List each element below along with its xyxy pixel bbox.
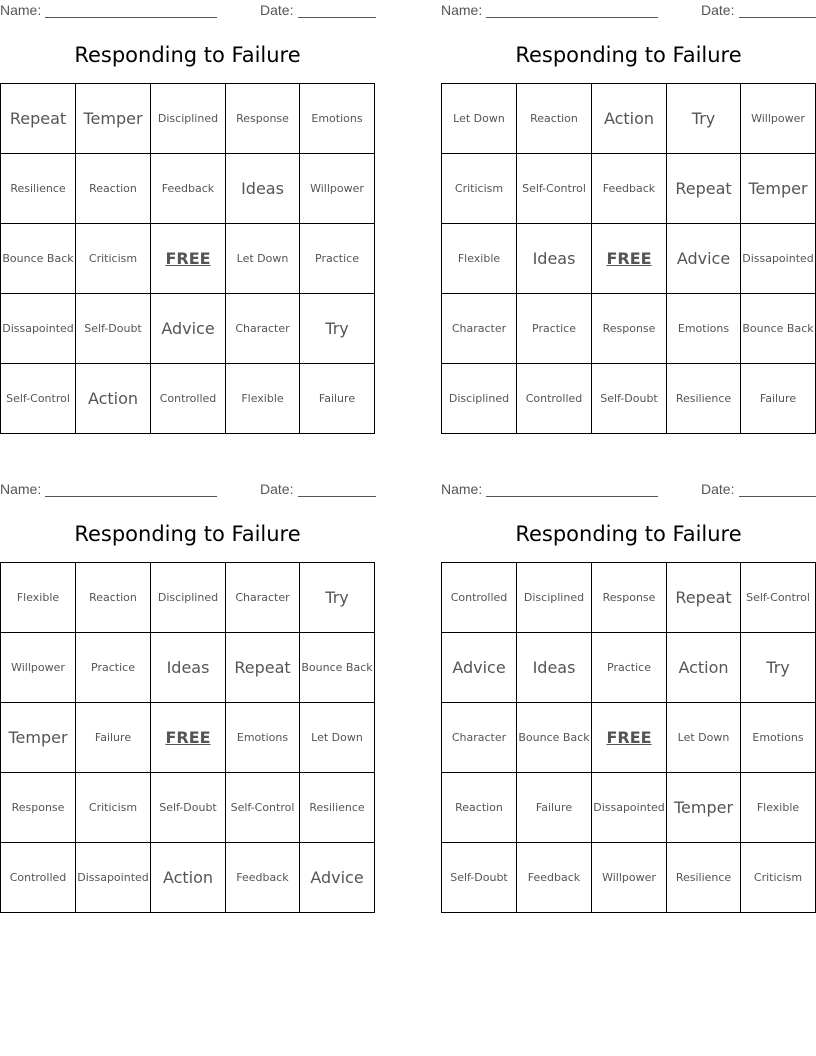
date-blank [298, 17, 376, 18]
date-label: Date: [701, 481, 735, 497]
bingo-cell: Dissapointed [592, 773, 667, 843]
bingo-cell: Dissapointed [1, 294, 76, 364]
bingo-cell: Ideas [517, 224, 592, 294]
date-blank [739, 496, 816, 497]
bingo-cell: Flexible [442, 224, 517, 294]
bingo-cell: Emotions [741, 703, 816, 773]
bingo-cell: Response [1, 773, 76, 843]
card-header [0, 2, 376, 20]
bingo-cell: Emotions [226, 703, 300, 773]
bingo-cell: Character [226, 294, 300, 364]
bingo-cell: Dissapointed [76, 843, 151, 913]
bingo-cell: Willpower [592, 843, 667, 913]
bingo-cell: Disciplined [517, 563, 592, 633]
bingo-cell: Feedback [592, 154, 667, 224]
bingo-cell: Failure [741, 364, 816, 434]
bingo-cell: Temper [76, 84, 151, 154]
bingo-card [441, 479, 816, 914]
bingo-cell: Criticism [76, 773, 151, 843]
bingo-cell: Failure [517, 773, 592, 843]
date-label: Date: [260, 2, 294, 18]
bingo-cell: Repeat [226, 633, 300, 703]
bingo-cell: Emotions [300, 84, 375, 154]
name-label: Name: [0, 2, 42, 18]
bingo-cell: Reaction [76, 563, 151, 633]
bingo-cell: Flexible [226, 364, 300, 434]
card-header [0, 481, 376, 499]
bingo-cell: Self-Control [741, 563, 816, 633]
bingo-cell: Feedback [517, 843, 592, 913]
bingo-cell: Criticism [442, 154, 517, 224]
bingo-cell: Resilience [667, 364, 741, 434]
bingo-cell: Bounce Back [517, 703, 592, 773]
bingo-cell: Advice [300, 843, 375, 913]
bingo-cell: Action [76, 364, 151, 434]
bingo-cell: Response [226, 84, 300, 154]
bingo-cell: Reaction [442, 773, 517, 843]
name-blank [45, 496, 217, 497]
name-label: Name: [0, 481, 42, 497]
bingo-card [0, 0, 375, 435]
name-blank [486, 496, 658, 497]
bingo-cell: Self-Doubt [442, 843, 517, 913]
bingo-grid [0, 562, 375, 913]
date-label: Date: [260, 481, 294, 497]
bingo-cell: Action [151, 843, 226, 913]
bingo-cell: Failure [300, 364, 375, 434]
card-header [441, 2, 816, 20]
bingo-cell: Controlled [151, 364, 226, 434]
bingo-cell: Flexible [741, 773, 816, 843]
name-blank [45, 17, 217, 18]
name-label: Name: [441, 2, 483, 18]
bingo-card [441, 0, 816, 435]
bingo-cell: Bounce Back [741, 294, 816, 364]
bingo-cell: Resilience [1, 154, 76, 224]
card-title: Responding to Failure [74, 522, 301, 546]
bingo-cell: Repeat [667, 563, 741, 633]
bingo-cell: Self-Doubt [76, 294, 151, 364]
bingo-cell: Advice [667, 224, 741, 294]
bingo-cell: Practice [517, 294, 592, 364]
bingo-cell: Feedback [151, 154, 226, 224]
free-space: FREE [592, 703, 667, 773]
bingo-cell: Character [226, 563, 300, 633]
bingo-cell: Response [592, 294, 667, 364]
bingo-cell: Feedback [226, 843, 300, 913]
bingo-cell: Self-Doubt [151, 773, 226, 843]
bingo-cell: Ideas [151, 633, 226, 703]
bingo-cell: Willpower [741, 84, 816, 154]
bingo-cell: Reaction [76, 154, 151, 224]
date-blank [739, 17, 816, 18]
bingo-cell: Try [741, 633, 816, 703]
bingo-cell: Let Down [442, 84, 517, 154]
bingo-cell: Disciplined [442, 364, 517, 434]
bingo-cell: Action [667, 633, 741, 703]
bingo-cell: Temper [741, 154, 816, 224]
bingo-cell: Temper [667, 773, 741, 843]
bingo-cell: Self-Control [517, 154, 592, 224]
name-blank [486, 17, 658, 18]
card-title: Responding to Failure [515, 43, 742, 67]
bingo-cell: Criticism [741, 843, 816, 913]
free-space: FREE [592, 224, 667, 294]
bingo-cell: Ideas [226, 154, 300, 224]
bingo-cell: Try [300, 294, 375, 364]
bingo-cell: Disciplined [151, 563, 226, 633]
bingo-cell: Try [667, 84, 741, 154]
bingo-cell: Temper [1, 703, 76, 773]
bingo-cell: Response [592, 563, 667, 633]
bingo-cell: Practice [592, 633, 667, 703]
name-label: Name: [441, 481, 483, 497]
bingo-grid [441, 562, 816, 913]
bingo-cell: Controlled [517, 364, 592, 434]
date-label: Date: [701, 2, 735, 18]
bingo-cell: Character [442, 294, 517, 364]
bingo-cell: Emotions [667, 294, 741, 364]
bingo-cell: Bounce Back [300, 633, 375, 703]
bingo-cell: Repeat [667, 154, 741, 224]
bingo-grid [0, 83, 375, 434]
bingo-cell: Let Down [667, 703, 741, 773]
date-blank [298, 496, 376, 497]
bingo-cell: Character [442, 703, 517, 773]
bingo-grid [441, 83, 816, 434]
bingo-cell: Bounce Back [1, 224, 76, 294]
bingo-cell: Advice [151, 294, 226, 364]
bingo-cell: Resilience [667, 843, 741, 913]
free-space: FREE [151, 703, 226, 773]
bingo-cell: Reaction [517, 84, 592, 154]
bingo-cell: Self-Control [226, 773, 300, 843]
bingo-cell: Repeat [1, 84, 76, 154]
bingo-cell: Disciplined [151, 84, 226, 154]
bingo-cell: Resilience [300, 773, 375, 843]
bingo-card [0, 479, 375, 914]
bingo-cell: Willpower [1, 633, 76, 703]
bingo-cell: Ideas [517, 633, 592, 703]
free-space: FREE [151, 224, 226, 294]
bingo-cell: Let Down [300, 703, 375, 773]
bingo-cell: Flexible [1, 563, 76, 633]
bingo-cell: Let Down [226, 224, 300, 294]
bingo-cell: Controlled [1, 843, 76, 913]
bingo-cell: Action [592, 84, 667, 154]
bingo-cell: Dissapointed [741, 224, 816, 294]
card-title: Responding to Failure [74, 43, 301, 67]
bingo-cell: Criticism [76, 224, 151, 294]
bingo-cell: Failure [76, 703, 151, 773]
card-header [441, 481, 816, 499]
bingo-cell: Self-Doubt [592, 364, 667, 434]
bingo-cell: Willpower [300, 154, 375, 224]
bingo-cell: Self-Control [1, 364, 76, 434]
bingo-cell: Try [300, 563, 375, 633]
bingo-cell: Advice [442, 633, 517, 703]
bingo-cell: Controlled [442, 563, 517, 633]
card-title: Responding to Failure [515, 522, 742, 546]
bingo-cell: Practice [76, 633, 151, 703]
bingo-cell: Practice [300, 224, 375, 294]
